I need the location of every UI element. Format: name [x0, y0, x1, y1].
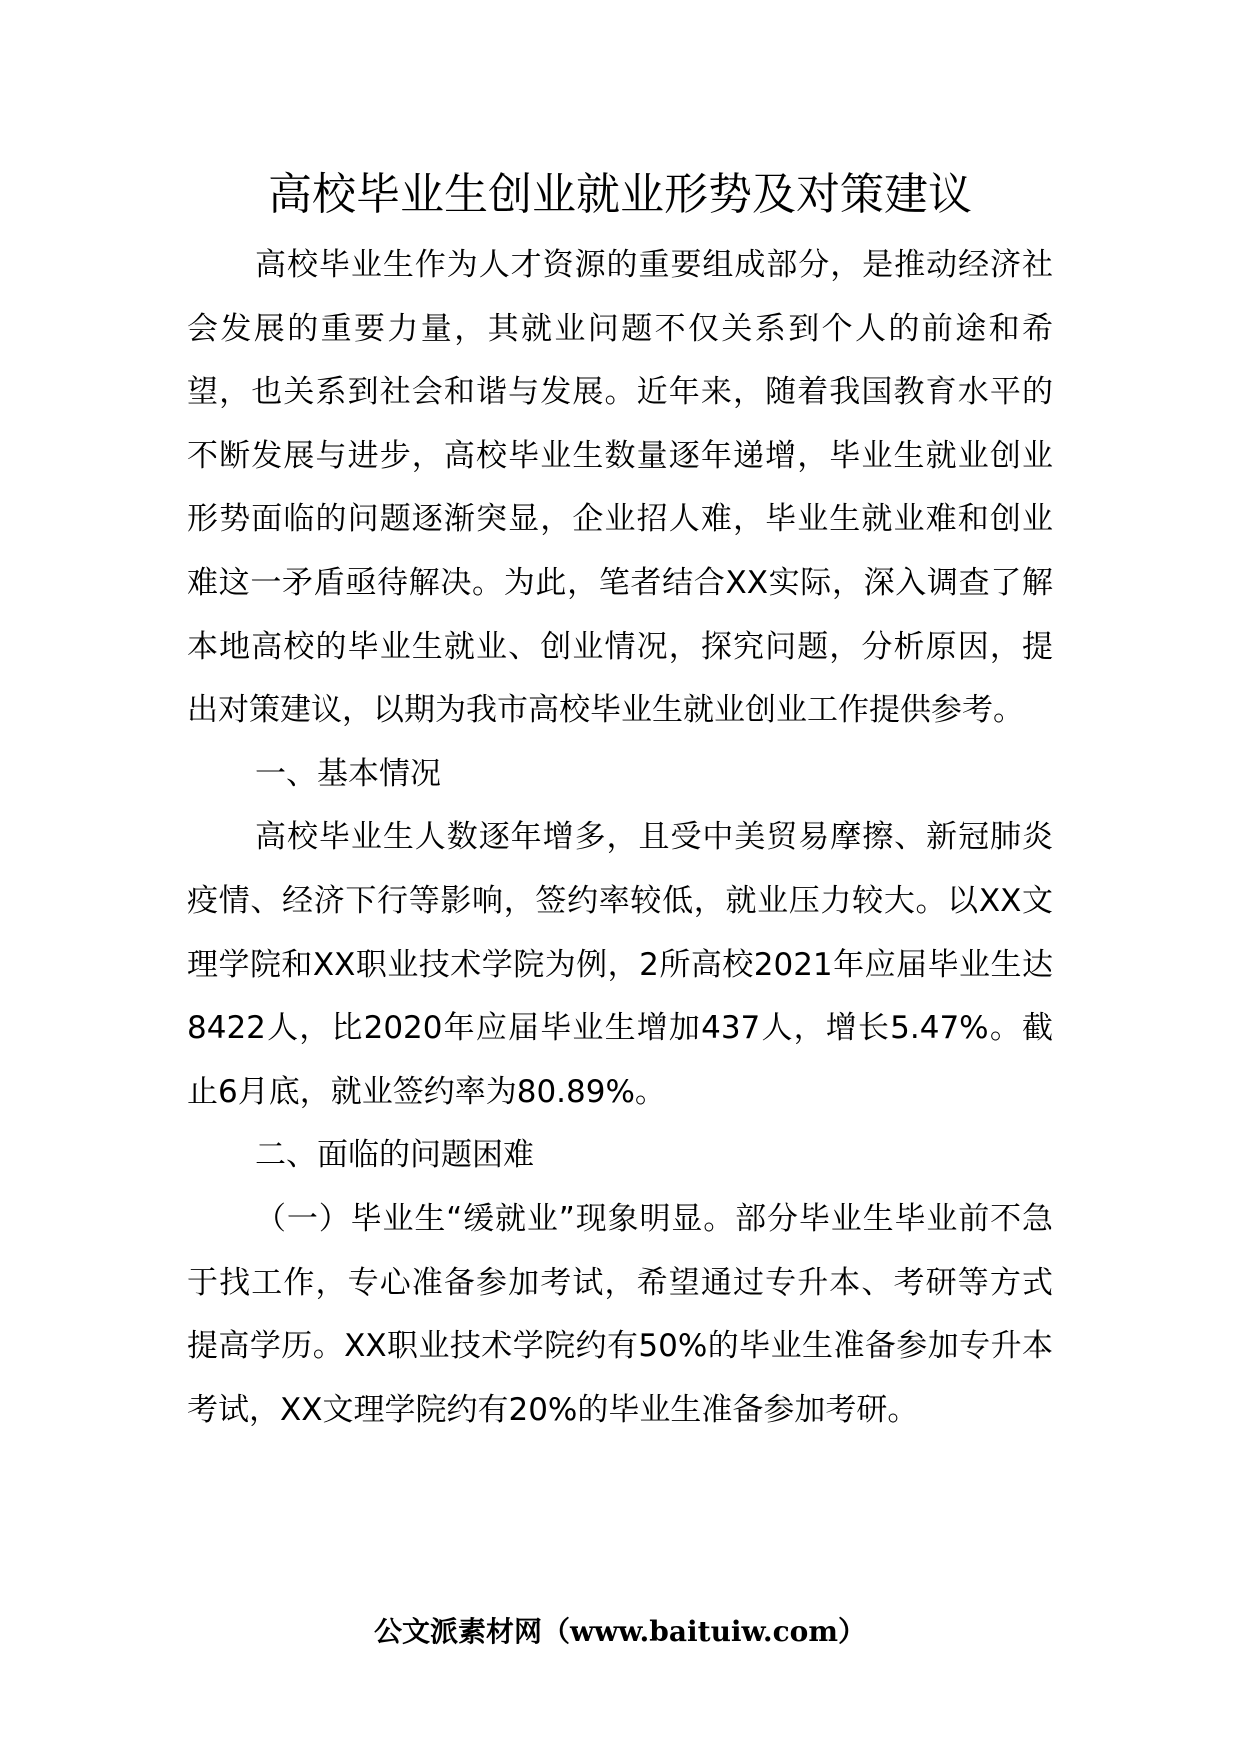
document-body	[187, 234, 1053, 1442]
intro-paragraph: 高校毕业生作为人才资源的重要组成部分，是推动经济社会发展的重要力量，其就业问题不仅关系到个人的前途和希望，也关系到社会和谐与发展。近年来，随着我国教育水平的不断发展与进步，高校毕业生数量逐年递增，毕业生就业创业形势面临的问题逐渐突显，企业招人难，毕业生就业难和创业难这一矛盾亟待解决。为此，笔者结合XX实际，深入调查了解本地高校的毕业生就业、创业情况，探究问题，分析原因，提出对策建议，以期为我市高校毕业生就业创业工作提供参考。	[187, 247, 1053, 729]
document-title: 高校毕业生创业就业形势及对策建议	[268, 169, 972, 220]
section-heading-basic-situation: 一、基本情况	[255, 755, 441, 792]
problem-one-paragraph: （一）毕业生“缓就业”现象明显。部分毕业生毕业前不急于找工作，专心准备参加考试，希望通过专升本、考研等方式提高学历。XX职业技术学院约有50%的毕业生准备参加专升本考试，XX文理学院约有20%的毕业生准备参加考研。	[187, 1200, 1053, 1428]
basic-situation-paragraph: 高校毕业生人数逐年增多，且受中美贸易摩擦、新冠肺炎疫情、经济下行等影响，签约率较低，就业压力较大。以XX文理学院和XX职业技术学院为例，2所高校2021年应届毕业生达8422人，比2020年应届毕业生增加437人，增长5.47%。截止6月底，就业签约率为80.89%。	[187, 819, 1053, 1110]
footer-source-text: 公文派素材网（www.baituiw.com）	[374, 1615, 866, 1648]
section-heading-problems: 二、面临的问题困难	[255, 1137, 534, 1174]
